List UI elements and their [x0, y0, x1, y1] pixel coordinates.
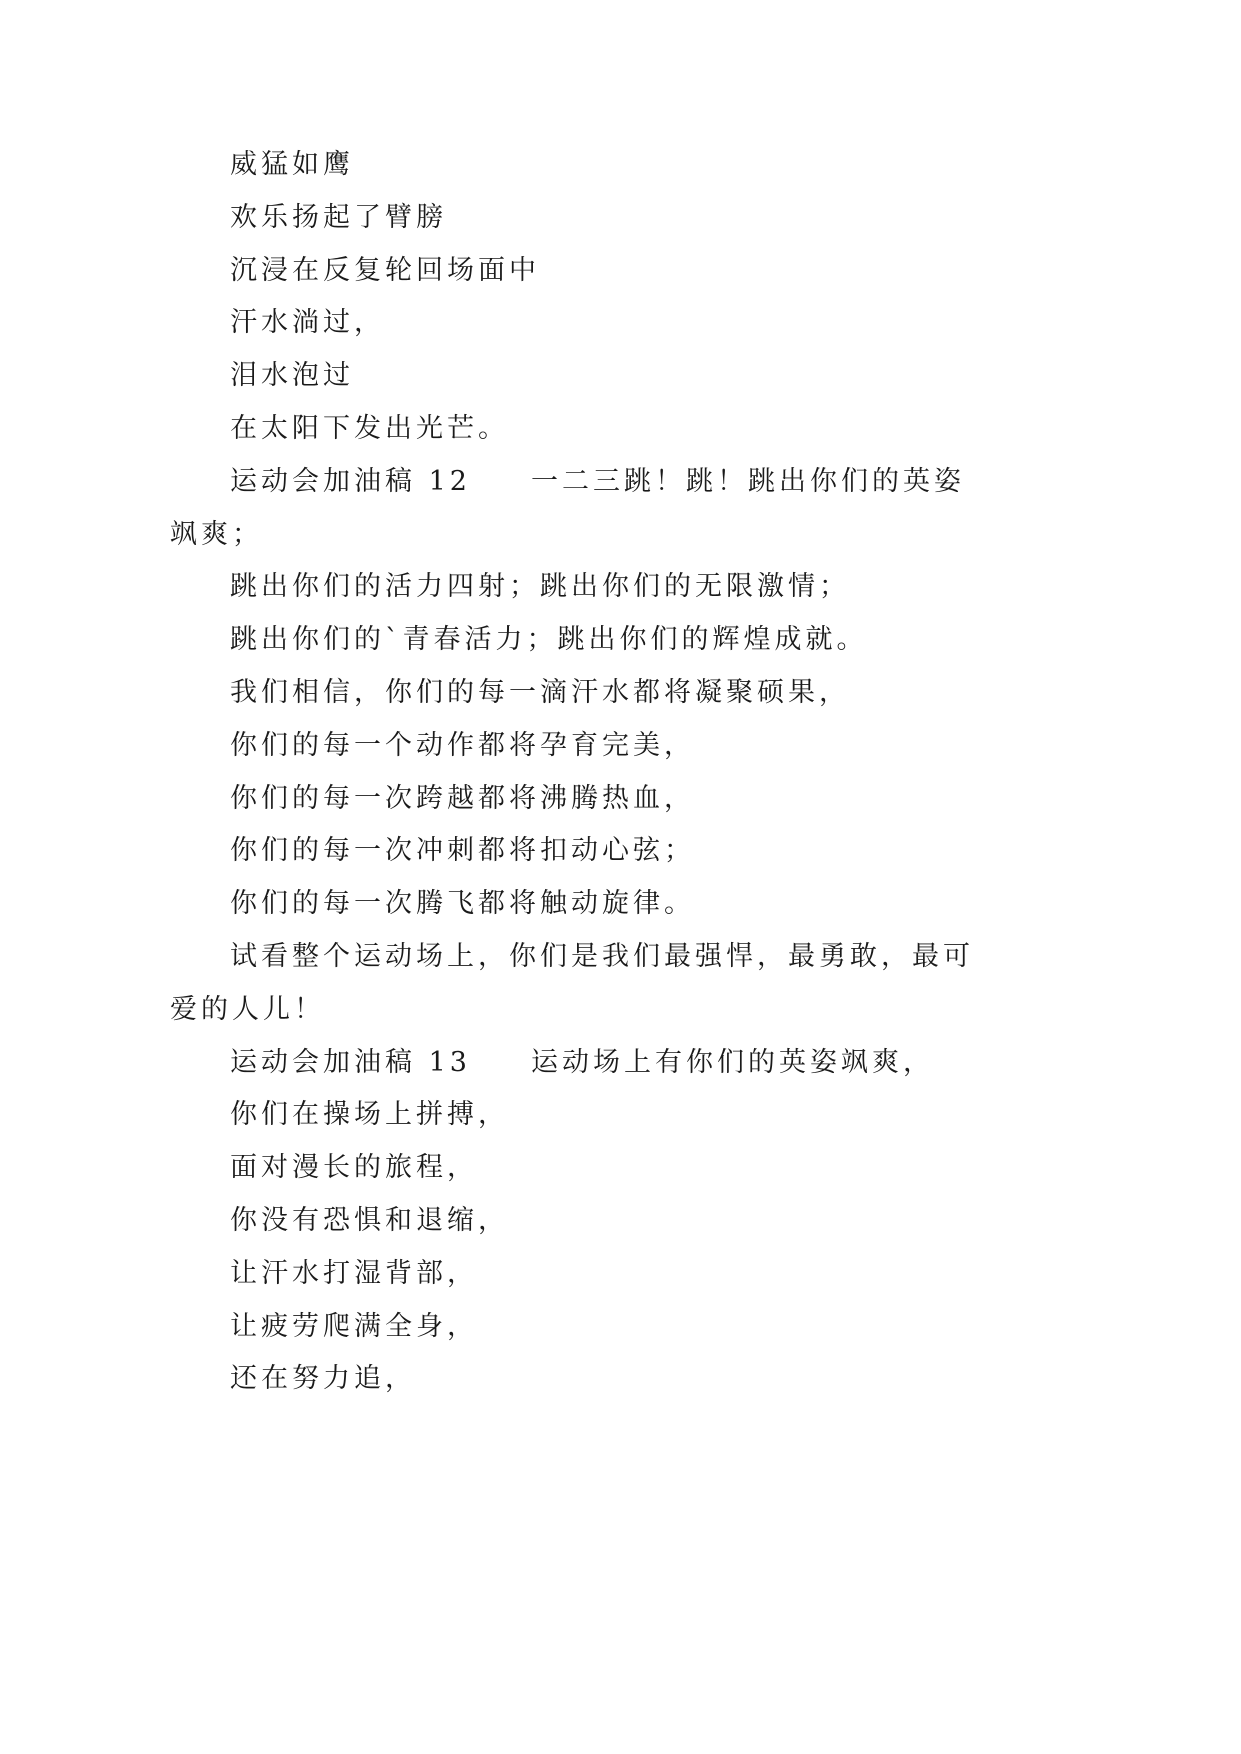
text-line: 跳出你们的`青春活力；跳出你们的辉煌成就。 [230, 624, 868, 656]
section-12-first-line: 一二三跳！跳！跳出你们的英姿 [530, 465, 965, 497]
text-line: 你没有恐惧和退缩， [230, 1204, 509, 1236]
text-line: 让汗水打湿背部， [230, 1257, 478, 1289]
text-line: 泪水泡过 [230, 360, 354, 392]
text-line: 你们在操场上拼搏， [230, 1099, 509, 1131]
text-line: 你们的每一次冲刺都将扣动心弦； [230, 835, 695, 867]
text-line: 欢乐扬起了臂膀 [230, 201, 447, 233]
document-body [170, 139, 974, 1406]
text-line: 你们的每一个动作都将孕育完美， [230, 729, 695, 761]
text-line: 沉浸在反复轮回场面中 [230, 254, 540, 286]
text-line: 我们相信，你们的每一滴汗水都将凝聚硕果， [230, 676, 850, 708]
text-line-wrap: 飒爽； [170, 518, 263, 550]
text-line: 试看整个运动场上，你们是我们最强悍，最勇敢，最可 [230, 940, 974, 972]
section-13-heading-line [170, 1037, 950, 1090]
text-line-wrap: 爱的人儿！ [170, 993, 325, 1025]
text-line: 威猛如鹰 [230, 149, 354, 180]
text-line: 面对漫长的旅程， [230, 1152, 478, 1184]
text-line: 你们的每一次腾飞都将触动旋律。 [230, 888, 695, 920]
text-line: 让疲劳爬满全身， [230, 1310, 478, 1342]
section-12-heading: 运动会加油稿 12 [230, 465, 471, 497]
section-13-first-line: 运动场上有你们的英姿飒爽， [530, 1046, 934, 1078]
text-line: 你们的每一次跨越都将沸腾热血， [230, 782, 695, 814]
section-13-heading: 运动会加油稿 13 [230, 1046, 471, 1078]
text-line: 跳出你们的活力四射；跳出你们的无限激情； [230, 571, 850, 603]
text-line: 还在努力追， [230, 1363, 416, 1395]
section-12-heading-line [170, 456, 965, 509]
text-line: 在太阳下发出光芒。 [230, 412, 509, 444]
text-line: 汗水淌过， [230, 307, 385, 339]
